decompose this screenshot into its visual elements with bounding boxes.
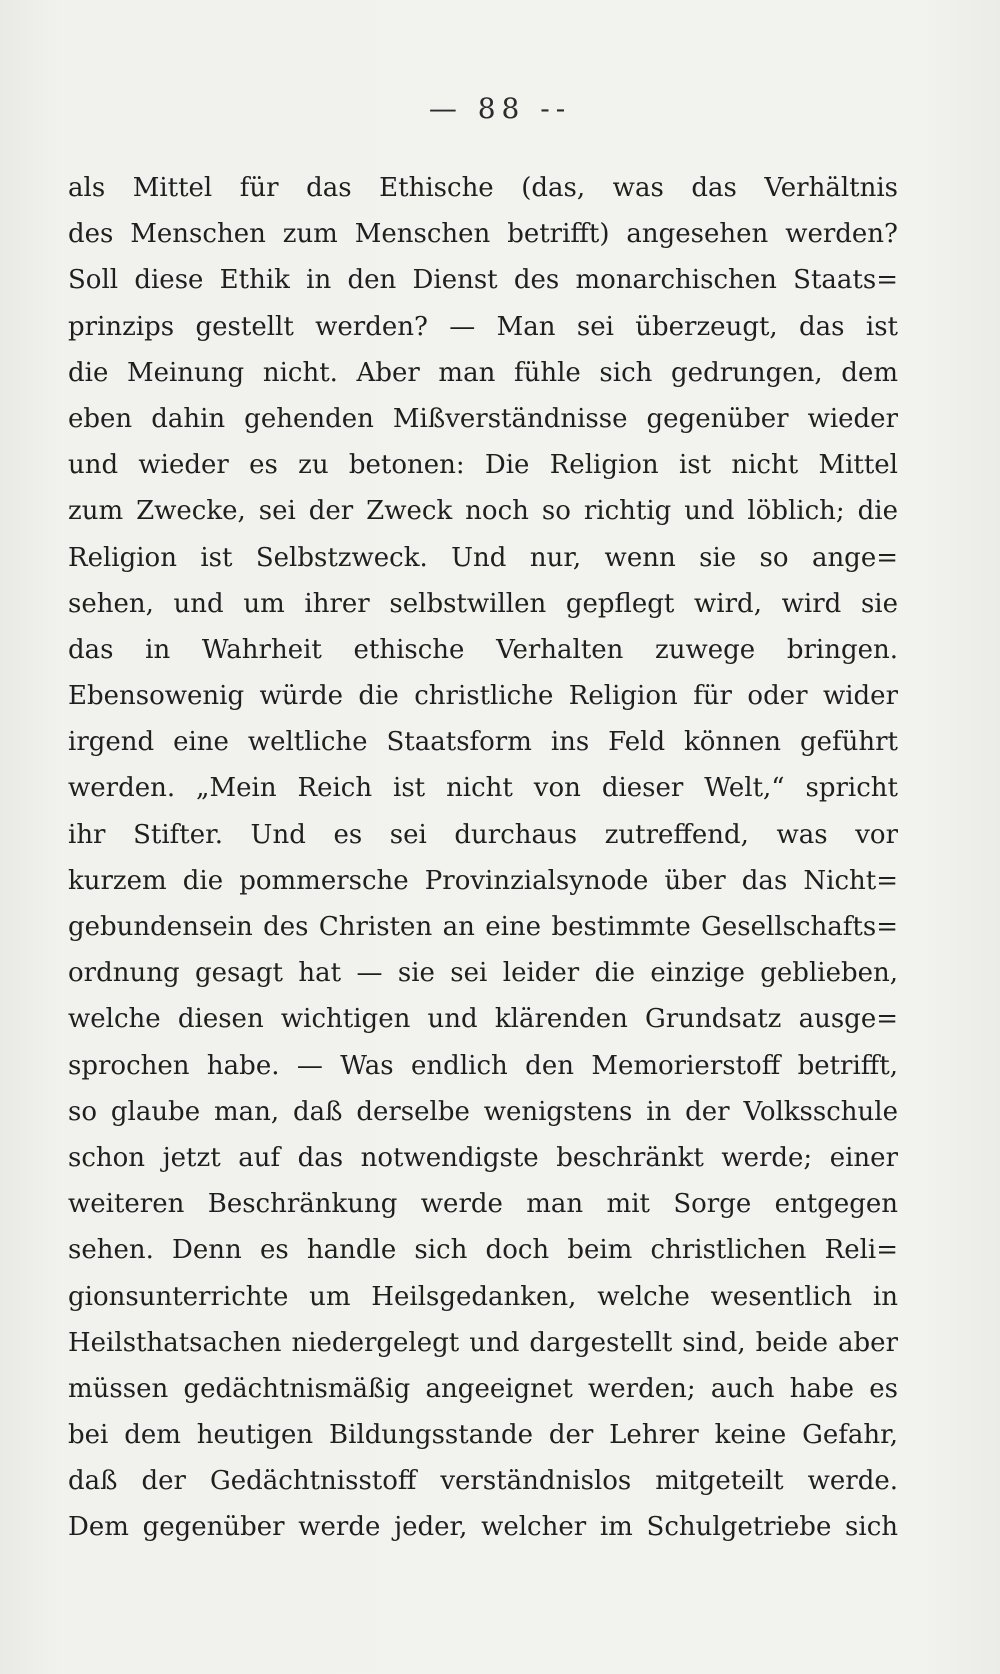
text-line: Ebensowenig würde die christliche Religion für oder wider (68, 681, 898, 712)
text-line: prinzips gestellt werden? — Man sei überzeugt, das ist (68, 311, 898, 342)
text-line: eben dahin gehenden Mißverständnisse gegenüber wieder (68, 403, 898, 434)
text-line: Heilsthatsachen niedergelegt und dargestellt sind, beide aber (68, 1327, 898, 1358)
page-number: — 88 -- (428, 92, 572, 125)
text-line: welche diesen wichtigen und klärenden Grundsatz ausge= (68, 1004, 898, 1035)
text-line: ordnung gesagt hat — sie sei leider die einzige geblieben, (68, 958, 898, 989)
body-text (68, 165, 898, 1551)
text-line: die Meinung nicht. Aber man fühle sich gedrungen, dem (68, 357, 898, 388)
text-line: ihr Stifter. Und es sei durchaus zutreffend, was vor (68, 819, 898, 850)
text-line: schon jetzt auf das notwendigste beschränkt werde; einer (68, 1142, 898, 1173)
text-line: bei dem heutigen Bildungsstande der Lehrer keine Gefahr, (68, 1420, 898, 1451)
text-line: sehen, und um ihrer selbstwillen gepflegt wird, wird sie (68, 588, 898, 619)
text-line: zum Zwecke, sei der Zweck noch so richtig und löblich; die (68, 496, 898, 527)
text-line: werden. „Mein Reich ist nicht von dieser Welt,“ spricht (68, 773, 898, 804)
text-line: als Mittel für das Ethische (das, was das Verhältnis (68, 173, 898, 203)
text-line: Dem gegenüber werde jeder, welcher im Schulgetriebe sich (68, 1512, 898, 1543)
text-line: Soll diese Ethik in den Dienst des monarchischen Staats= (68, 265, 898, 296)
text-line: sehen. Denn es handle sich doch beim christlichen Reli= (68, 1235, 898, 1266)
text-line: irgend eine weltliche Staatsform ins Feld können geführt (68, 727, 898, 758)
text-line: gebundensein des Christen an eine bestimmte Gesellschafts= (68, 912, 898, 942)
text-line: des Menschen zum Menschen betrifft) angesehen werden? (68, 219, 898, 250)
text-line: Religion ist Selbstzweck. Und nur, wenn sie so ange= (68, 542, 898, 573)
text-line: gionsunterrichte um Heilsgedanken, welche wesentlich in (68, 1281, 898, 1312)
text-line: und wieder es zu betonen: Die Religion ist nicht Mittel (68, 450, 898, 481)
text-line: so glaube man, daß derselbe wenigstens in der Volksschule (68, 1096, 898, 1127)
text-line: weiteren Beschränkung werde man mit Sorge entgegen (68, 1189, 898, 1220)
text-line: müssen gedächtnismäßig angeeignet werden; auch habe es (68, 1373, 898, 1404)
text-line: sprochen habe. — Was endlich den Memorierstoff betrifft, (68, 1050, 898, 1081)
text-line: daß der Gedächtnisstoff verständnislos mitgeteilt werde. (68, 1466, 898, 1497)
text-line: das in Wahrheit ethische Verhalten zuwege bringen. (68, 634, 898, 665)
text-line: kurzem die pommersche Provinzialsynode über das Nicht= (68, 865, 898, 896)
